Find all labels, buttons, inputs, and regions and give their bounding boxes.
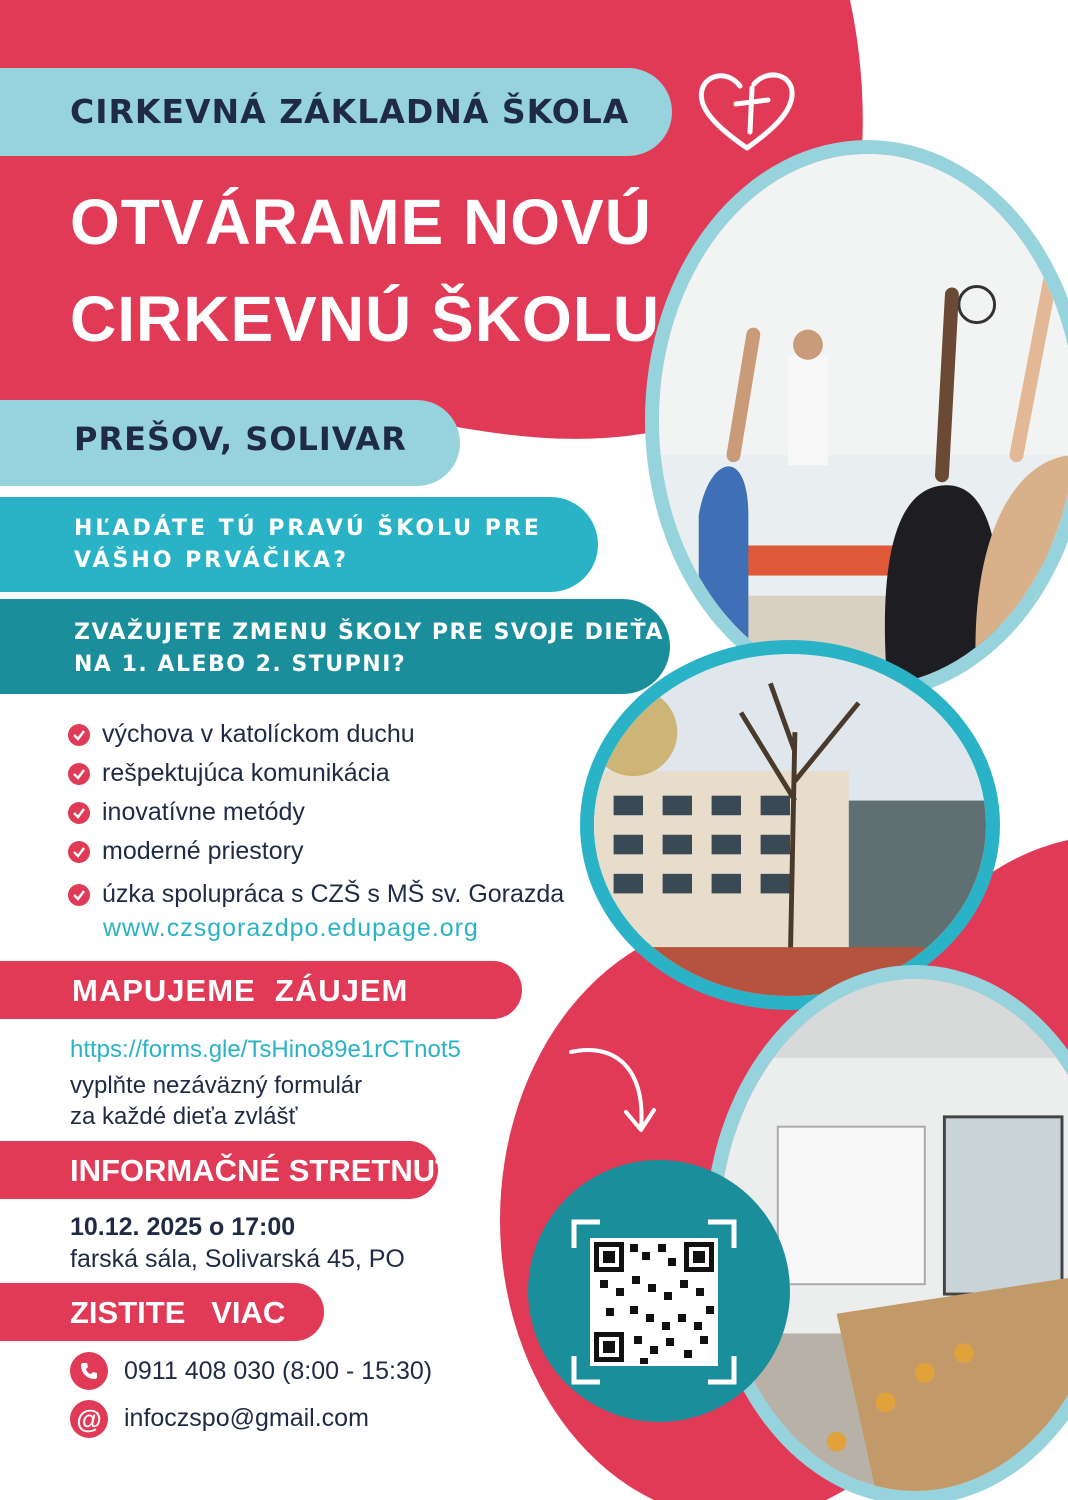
headline-line2: CIRKEVNÚ ŠKOLU: [70, 283, 661, 355]
check-icon: [68, 841, 90, 863]
benefit-item-3: [68, 798, 305, 827]
qr-frame: [570, 1218, 738, 1386]
building-illustration: [594, 654, 986, 996]
question-2: [74, 617, 664, 681]
check-icon: [68, 802, 90, 824]
benefit-text: rešpektujúca komunikácia: [102, 759, 390, 787]
survey-note: [70, 1070, 362, 1132]
contact-title: ZISTITE VIAC: [70, 1295, 286, 1330]
curved-arrow-icon: [566, 1040, 666, 1140]
qr-code[interactable]: [570, 1218, 738, 1386]
benefit-text: inovatívne metódy: [102, 798, 305, 826]
question-2-line2: NA 1. ALEBO 2. STUPNI?: [74, 651, 407, 677]
photo-classroom: [645, 140, 1068, 700]
benefit-text: úzka spolupráca s CZŠ s MŠ sv. Gorazda: [102, 880, 565, 908]
benefit-item-4: [68, 837, 303, 866]
school-name: CIRKEVNÁ ZÁKLADNÁ ŠKOLA: [70, 92, 630, 131]
question-1-line1: HĽADÁTE TÚ PRAVÚ ŠKOLU PRE: [74, 516, 542, 541]
question-2-line1: ZVAŽUJETE ZMENU ŠKOLY PRE SVOJE DIEŤA: [74, 620, 664, 645]
check-icon: [68, 763, 90, 785]
at-sign-icon: @: [70, 1400, 108, 1438]
question-1: [74, 513, 542, 577]
heart-cross-icon: [692, 66, 802, 156]
website-link[interactable]: www.czsgorazdpo.edupage.org: [103, 914, 479, 942]
survey-title: MAPUJEME ZÁUJEM: [72, 973, 409, 1008]
benefit-item-1: [68, 720, 415, 749]
benefit-item-2: [68, 759, 390, 788]
survey-link[interactable]: https://forms.gle/TsHino89e1rCTnot5: [70, 1036, 461, 1063]
location: PREŠOV, SOLIVAR: [74, 420, 407, 458]
photo-school-building: [580, 640, 1000, 1010]
classroom-illustration: [659, 154, 1068, 686]
meeting-place: farská sála, Solivarská 45, PO: [70, 1245, 405, 1273]
survey-note-line2: za každé dieťa zvlášť: [70, 1103, 298, 1131]
meeting-datetime: 10.12. 2025 o 17:00: [70, 1213, 296, 1241]
meeting-title: INFORMAČNÉ STRETNUTIE: [70, 1153, 484, 1188]
email-address[interactable]: infoczspo@gmail.com: [124, 1404, 369, 1432]
check-icon: [68, 724, 90, 746]
benefit-item-5: [68, 880, 564, 909]
benefit-text: výchova v katolíckom duchu: [102, 720, 415, 748]
question-1-line2: VÁŠHO PRVÁČIKA?: [74, 547, 349, 573]
check-icon: [68, 884, 90, 906]
survey-note-line1: vyplňte nezáväzný formulár: [70, 1072, 363, 1099]
headline-line1: OTVÁRAME NOVÚ: [70, 186, 652, 258]
phone-number[interactable]: 0911 408 030 (8:00 - 15:30): [124, 1357, 433, 1385]
phone-icon: [70, 1352, 108, 1390]
benefit-text: moderné priestory: [102, 837, 304, 865]
